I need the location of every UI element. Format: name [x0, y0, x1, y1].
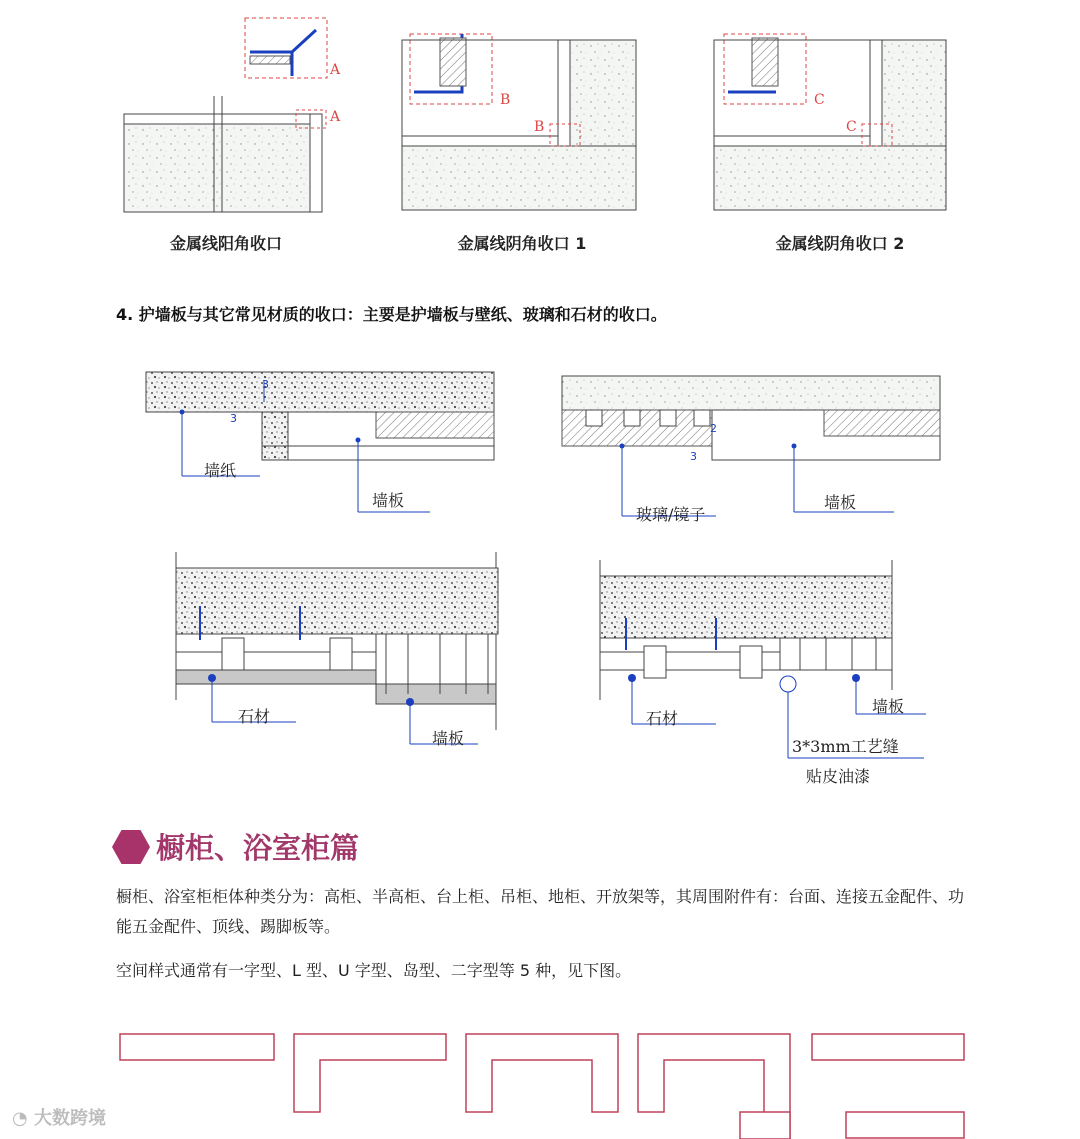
outer-corner-diagram: [124, 18, 327, 212]
label-wallboard-2: 墙板: [824, 493, 857, 512]
dim-label-3c: 3: [690, 450, 697, 463]
wallpaper-junction-diagram: [146, 372, 494, 512]
dim-label-3a: 3: [262, 378, 269, 391]
marker-b1: B: [500, 92, 511, 108]
cabinet-layout-shapes: [120, 1034, 964, 1139]
inner-corner-diagram-1: [402, 34, 636, 210]
label-wallboard-3: 墙板: [432, 729, 465, 748]
label-stone-2: 石材: [646, 709, 679, 728]
layout-l-shape: [294, 1034, 446, 1112]
label-gap: 3*3mm工艺缝: [792, 737, 899, 756]
label-glass: 玻璃/镜子: [636, 505, 706, 524]
label-wallboard-1: 墙板: [372, 491, 405, 510]
marker-a2: A: [330, 109, 341, 125]
marker-c2: C: [846, 119, 857, 135]
marker-b2: B: [534, 119, 545, 135]
cabinet-section-title: 橱柜、浴室柜篇: [156, 831, 360, 865]
layout-galley-top: [812, 1034, 964, 1060]
inner-corner-diagram-2: [714, 34, 946, 210]
dim-label-2: 2: [710, 422, 717, 435]
label-wallpaper: 墙纸: [204, 461, 237, 480]
watermark-logo-icon: ◔: [12, 1108, 34, 1129]
cabinet-paragraph-2: 空间样式通常有一字型、L 型、U 字型、岛型、二字型等 5 种，见下图。: [116, 961, 632, 980]
marker-c1: C: [814, 92, 825, 108]
label-stone-1: 石材: [238, 707, 271, 726]
glass-junction-diagram: [562, 376, 940, 516]
layout-u-shape: [466, 1034, 618, 1112]
caption-inner-corner-2: 金属线阴角收口 2: [775, 234, 905, 253]
label-veneer: 贴皮油漆: [806, 767, 871, 786]
caption-outer-corner: 金属线阳角收口: [169, 234, 282, 253]
layout-straight: [120, 1034, 274, 1060]
layout-galley-bottom: [846, 1112, 964, 1138]
section4-heading: 4. 护墙板与其它常见材质的收口：主要是护墙板与壁纸、玻璃和石材的收口。: [116, 305, 667, 324]
watermark: [12, 1104, 106, 1130]
label-wallboard-4: 墙板: [872, 697, 905, 716]
layout-island-block: [740, 1112, 790, 1139]
caption-inner-corner-1: 金属线阴角收口 1: [457, 234, 587, 253]
dim-label-3b: 3: [230, 412, 237, 425]
watermark-text: 大数跨境: [33, 1108, 106, 1129]
stone-junction-diagram-1: [176, 552, 498, 744]
marker-a1: A: [330, 62, 341, 78]
cabinet-paragraph-1: 橱柜、浴室柜柜体种类分为：高柜、半高柜、台上柜、吊柜、地柜、开放架等，其周围附件有：台面、连接五金配件、功能五金配件、顶线、踢脚板等。: [116, 887, 965, 936]
